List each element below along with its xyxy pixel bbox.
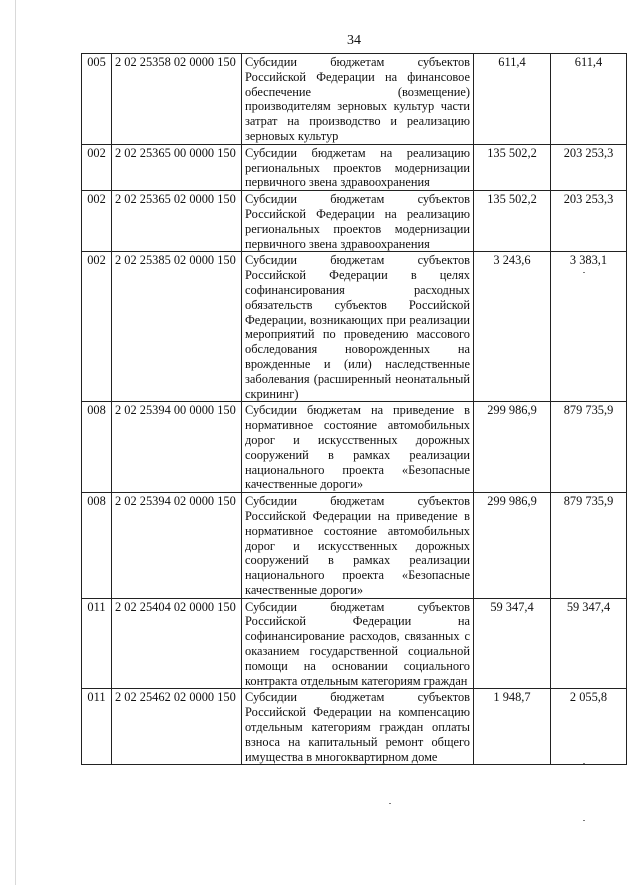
admin-code-cell: 005 xyxy=(82,54,112,145)
revenue-name-cell: Субсидии бюджетам на реализацию региональных проектов модернизации первичного звена здравоохранения xyxy=(242,144,474,190)
admin-code-cell: 011 xyxy=(82,689,112,765)
budget-classification-code-cell: 2 02 25358 02 0000 150 xyxy=(112,54,242,145)
scan-speck xyxy=(583,820,585,821)
table-row xyxy=(82,54,627,145)
amount-first-year-cell: 299 986,9 xyxy=(474,493,551,599)
budget-classification-code-cell: 2 02 25365 02 0000 150 xyxy=(112,191,242,252)
table-row xyxy=(82,598,627,689)
table-row xyxy=(82,402,627,493)
revenue-name-cell: Субсидии бюджетам субъектов Российской Федерации на приведение в нормативное состояние автомобильных дорог и искусственных дорожных сооружений в рамках реализации национального проекта «Безопасные качественные дороги» xyxy=(242,493,474,599)
admin-code-cell: 008 xyxy=(82,493,112,599)
table-row xyxy=(82,493,627,599)
table-row xyxy=(82,144,627,190)
budget-classification-code-cell: 2 02 25365 00 0000 150 xyxy=(112,144,242,190)
amount-first-year-cell: 611,4 xyxy=(474,54,551,145)
amount-second-year-cell: 879 735,9 xyxy=(551,493,627,599)
scan-speck xyxy=(583,272,585,273)
revenue-name-cell: Субсидии бюджетам субъектов Российской Федерации на компенсацию отдельным категориям граждан оплаты взноса на капитальный ремонт общего имущества в многоквартирном доме xyxy=(242,689,474,765)
amount-first-year-cell: 59 347,4 xyxy=(474,598,551,689)
revenue-name-cell: Субсидии бюджетам субъектов Российской Федерации на реализацию региональных проектов модернизации первичного звена здравоохранения xyxy=(242,191,474,252)
amount-second-year-cell: 611,4 xyxy=(551,54,627,145)
amount-second-year-cell: 203 253,3 xyxy=(551,191,627,252)
budget-table xyxy=(81,53,627,765)
table-row xyxy=(82,689,627,765)
admin-code-cell: 008 xyxy=(82,402,112,493)
amount-second-year-cell: 3 383,1 xyxy=(551,252,627,402)
revenue-name-cell: Субсидии бюджетам субъектов Российской Федерации в целях софинансирования расходных обязательств субъектов Российской Федерации, возникающих при реализации мероприятий по проведению массового обследования новорожденных на врожденные и (или) наследственные заболевания (расширенный неонатальный скрининг) xyxy=(242,252,474,402)
amount-second-year-cell: 879 735,9 xyxy=(551,402,627,493)
amount-first-year-cell: 135 502,2 xyxy=(474,191,551,252)
page-number: 34 xyxy=(347,33,361,48)
budget-classification-code-cell: 2 02 25394 00 0000 150 xyxy=(112,402,242,493)
amount-first-year-cell: 135 502,2 xyxy=(474,144,551,190)
revenue-name-cell: Субсидии бюджетам на приведение в нормативное состояние автомобильных дорог и искусственных дорожных сооружений в рамках реализации национального проекта «Безопасные качественные дороги» xyxy=(242,402,474,493)
table-row xyxy=(82,191,627,252)
admin-code-cell: 002 xyxy=(82,144,112,190)
budget-classification-code-cell: 2 02 25385 02 0000 150 xyxy=(112,252,242,402)
amount-first-year-cell: 299 986,9 xyxy=(474,402,551,493)
admin-code-cell: 002 xyxy=(82,191,112,252)
amount-first-year-cell: 1 948,7 xyxy=(474,689,551,765)
amount-second-year-cell: 59 347,4 xyxy=(551,598,627,689)
amount-second-year-cell: 2 055,8 xyxy=(551,689,627,765)
scan-speck xyxy=(389,803,391,804)
budget-classification-code-cell: 2 02 25404 02 0000 150 xyxy=(112,598,242,689)
table-row xyxy=(82,252,627,402)
scan-speck xyxy=(583,763,585,764)
admin-code-cell: 002 xyxy=(82,252,112,402)
revenue-name-cell: Субсидии бюджетам субъектов Российской Федерации на софинансирование расходов, связанных с оказанием государственной социальной помощи на основании социального контракта отдельным категориям граждан xyxy=(242,598,474,689)
budget-classification-code-cell: 2 02 25394 02 0000 150 xyxy=(112,493,242,599)
revenue-name-cell: Субсидии бюджетам субъектов Российской Федерации на финансовое обеспечение (возмещение) производителям зерновых культур части затрат на производство и реализацию зерновых культур xyxy=(242,54,474,145)
amount-first-year-cell: 3 243,6 xyxy=(474,252,551,402)
scan-left-edge xyxy=(15,0,16,885)
budget-classification-code-cell: 2 02 25462 02 0000 150 xyxy=(112,689,242,765)
admin-code-cell: 011 xyxy=(82,598,112,689)
amount-second-year-cell: 203 253,3 xyxy=(551,144,627,190)
